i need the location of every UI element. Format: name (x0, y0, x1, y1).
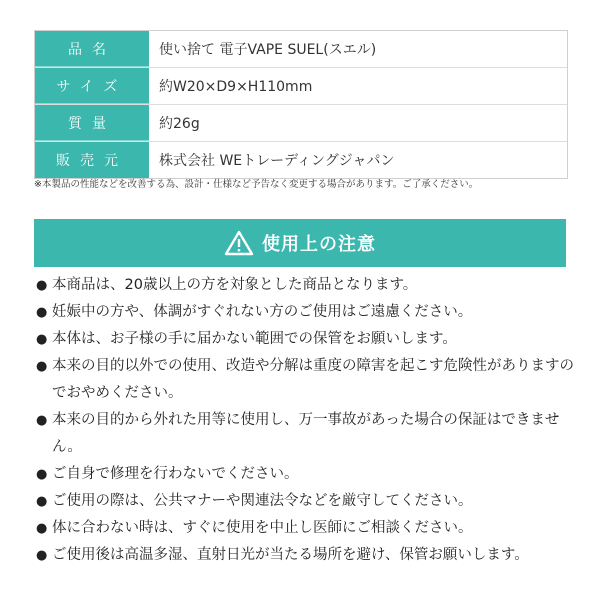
caution-item (36, 461, 576, 488)
caution-item (36, 488, 576, 515)
spec-value-name: 使い捨て 電子VAPE SUEL(スエル) (159, 42, 377, 58)
spec-value-size: 約W20×D9×H110mm (159, 79, 313, 95)
caution-item-text: 本来の目的以外での使用、改造や分解は重度の障害を起こす危険性がありますのでおやめください。 (52, 358, 574, 401)
bullet-icon: ● (36, 305, 48, 320)
spec-table (34, 30, 568, 179)
bullet-icon: ● (36, 413, 48, 428)
spec-label-name: 品名 (35, 31, 149, 67)
caution-item-text: ご使用の際は、公共マナーや関連法令などを厳守してください。 (52, 493, 473, 509)
spec-label-seller: 販売元 (35, 142, 149, 178)
caution-item-text: ご自身で修理を行わないでください。 (52, 466, 299, 482)
caution-item-text: 本来の目的から外れた用等に使用し、万一事故があった場合の保証はできません。 (52, 412, 560, 455)
caution-item (36, 542, 576, 569)
caution-item-text: 本体は、お子様の手に届かない範囲での保管をお願いします。 (52, 331, 457, 347)
caution-item (36, 299, 576, 326)
bullet-icon: ● (36, 467, 48, 482)
bullet-icon: ● (36, 278, 48, 293)
bullet-icon: ● (36, 359, 48, 374)
caution-item-text: 体に合わない時は、すぐに使用を中止し医師にご相談ください。 (52, 520, 473, 536)
spec-row-size (35, 68, 567, 105)
bullet-icon: ● (36, 332, 48, 347)
spec-label-size: サイズ (35, 68, 149, 104)
bullet-icon: ● (36, 548, 48, 563)
spec-row-name (35, 31, 567, 68)
bullet-icon: ● (36, 521, 48, 536)
caution-item (36, 515, 576, 542)
caution-item (36, 407, 576, 461)
spec-row-seller (35, 142, 567, 178)
caution-item-text: 本商品は、20歳以上の方を対象とした商品となります。 (52, 277, 418, 293)
caution-item (36, 326, 576, 353)
warning-icon (224, 230, 254, 256)
spec-row-weight (35, 105, 567, 142)
caution-item (36, 272, 576, 299)
spec-value-seller: 株式会社 WEトレーディングジャパン (159, 153, 395, 169)
caution-title: 使用上の注意 (262, 234, 376, 255)
spec-note: ※本製品の性能などを改善する為、設計・仕様など予告なく変更する場合があります。ご了承ください。 (34, 179, 479, 190)
caution-item (36, 353, 576, 407)
caution-item-text: 妊娠中の方や、体調がすぐれない方のご使用はご遠慮ください。 (52, 304, 473, 320)
caution-item-text: ご使用後は高温多湿、直射日光が当たる場所を避け、保管お願いします。 (52, 547, 529, 563)
spec-label-weight: 質量 (35, 105, 149, 141)
spec-value-weight: 約26g (159, 116, 200, 132)
caution-list (36, 272, 576, 569)
bullet-icon: ● (36, 494, 48, 509)
caution-header (34, 219, 566, 267)
